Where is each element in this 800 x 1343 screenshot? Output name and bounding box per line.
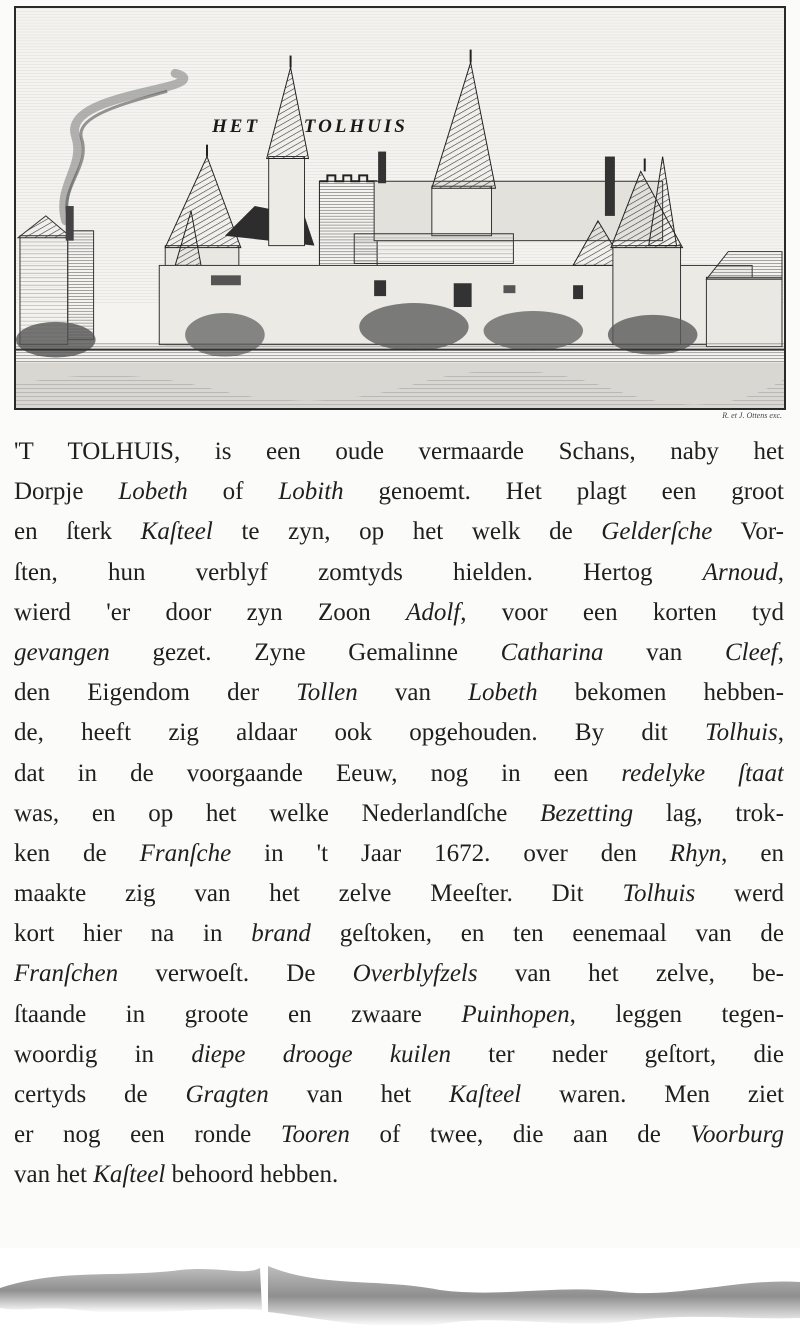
italic-term: gevangen	[14, 638, 110, 666]
italic-term: Lobeth	[118, 478, 188, 506]
plate-title: HET TOLHUIS	[212, 116, 408, 137]
text-segment: ken de	[14, 839, 140, 867]
italic-term: Lobeth	[468, 679, 538, 707]
text-segment: ſtaande in groote en zwaare	[14, 1000, 462, 1028]
text-line	[14, 593, 784, 633]
text-line	[14, 472, 784, 512]
text-segment: van het zelve, be-	[477, 960, 784, 988]
castle-engraving	[16, 8, 784, 408]
text-segment: wierd 'er door zyn Zoon	[14, 598, 407, 626]
text-line	[14, 794, 784, 834]
italic-term: Voorburg	[690, 1121, 784, 1149]
text-segment: ſten, hun verblyf zomtyds hielden. Hertog	[14, 558, 703, 586]
text-segment: er nog een ronde	[14, 1121, 281, 1149]
text-segment: kort hier na in	[14, 920, 252, 948]
text-line	[14, 512, 784, 552]
text-segment: van het	[14, 1161, 94, 1189]
italic-term: Overblyfzels	[352, 960, 478, 988]
text-segment: , en	[721, 839, 784, 867]
text-segment: te zyn, op het welk de	[212, 518, 602, 546]
text-line	[14, 1075, 784, 1115]
text-line	[14, 1035, 784, 1075]
italic-term: Gragten	[185, 1081, 269, 1108]
italic-term: Tooren	[280, 1121, 350, 1149]
text-segment: van het	[268, 1081, 449, 1108]
italic-term: Kaſteel	[449, 1081, 522, 1108]
text-line	[14, 1155, 784, 1195]
text-segment: de, heeft zig aldaar ook opgehouden. By dit	[14, 719, 706, 747]
text-line	[14, 1115, 784, 1155]
text-line	[14, 834, 784, 874]
text-segment: den Eigendom der	[14, 679, 297, 707]
text-segment: werd	[695, 880, 784, 908]
text-segment: maakte zig van het zelve Meeſter. Dit	[14, 880, 623, 908]
italic-term: Catharina	[500, 638, 604, 666]
italic-term: Lobith	[278, 478, 344, 506]
text-segment: ,	[777, 558, 784, 586]
italic-term: Bezetting	[540, 799, 634, 827]
text-line	[14, 713, 784, 753]
text-segment: woordig in	[14, 1040, 192, 1068]
text-segment: van	[603, 638, 725, 666]
text-line	[14, 954, 784, 994]
text-segment: certyds de	[14, 1081, 186, 1108]
text-segment: genoemt. Het plagt een groot	[343, 478, 784, 506]
text-segment: lag, trok-	[633, 799, 784, 827]
text-segment: van	[357, 679, 469, 707]
text-line	[14, 673, 784, 713]
italic-term: diepe drooge kuilen	[191, 1040, 451, 1068]
italic-term: redelyke ſtaat	[621, 759, 784, 787]
torn-paper-edge	[0, 1248, 800, 1343]
italic-term: Tolhuis	[705, 719, 778, 747]
body-text	[14, 432, 784, 1196]
text-segment: waren. Men ziet	[521, 1081, 784, 1108]
text-line	[14, 553, 784, 593]
text-line	[14, 874, 784, 914]
italic-term: Tolhuis	[622, 880, 696, 908]
text-segment: Dorpje	[14, 478, 119, 506]
text-segment: of twee, die aan de	[349, 1121, 691, 1149]
engraving-plate	[14, 6, 786, 410]
text-segment: 'T TOLHUIS, is een oude vermaarde Schans, naby het	[14, 438, 784, 465]
text-segment: ter neder geſtort, die	[450, 1040, 784, 1068]
text-segment: Vor-	[712, 518, 784, 546]
text-segment: geſtoken, en ten eenemaal van de	[310, 920, 784, 948]
italic-term: Rhyn	[669, 839, 722, 867]
text-segment: , leggen tegen-	[569, 1000, 784, 1028]
italic-term: Franſchen	[14, 960, 119, 988]
engraver-credit: R. et J. Ottens exc.	[722, 411, 782, 420]
text-segment: verwoeſt. De	[118, 960, 353, 988]
italic-term: Tollen	[296, 679, 358, 707]
text-segment: dat in de voorgaande Eeuw, nog in een	[14, 759, 622, 787]
text-segment: of	[187, 478, 279, 506]
text-line	[14, 633, 784, 673]
italic-term: Gelderſche	[601, 518, 713, 546]
text-segment: bekomen hebben-	[537, 679, 784, 707]
italic-term: Adolf	[406, 598, 461, 626]
italic-term: Franſche	[139, 839, 232, 867]
text-line	[14, 432, 784, 472]
text-segment: , voor een korten tyd	[460, 598, 784, 626]
italic-term: Puinhopen	[461, 1000, 570, 1028]
text-line	[14, 754, 784, 794]
italic-term: Kaſteel	[93, 1161, 166, 1189]
italic-term: brand	[251, 920, 311, 948]
text-segment: gezet. Zyne Gemalinne	[109, 638, 501, 666]
text-segment: en ſterk	[14, 518, 141, 546]
italic-term: Cleef	[724, 638, 778, 666]
text-segment: ,	[777, 719, 784, 747]
italic-term: Kaſteel	[140, 518, 213, 546]
text-line	[14, 995, 784, 1035]
text-segment: behoord hebben.	[165, 1161, 339, 1189]
text-segment: ,	[777, 638, 784, 666]
text-segment: was, en op het welke Nederlandſche	[14, 799, 541, 827]
text-line	[14, 914, 784, 954]
text-segment: in 't Jaar 1672. over den	[231, 839, 670, 867]
italic-term: Arnoud	[702, 558, 778, 586]
